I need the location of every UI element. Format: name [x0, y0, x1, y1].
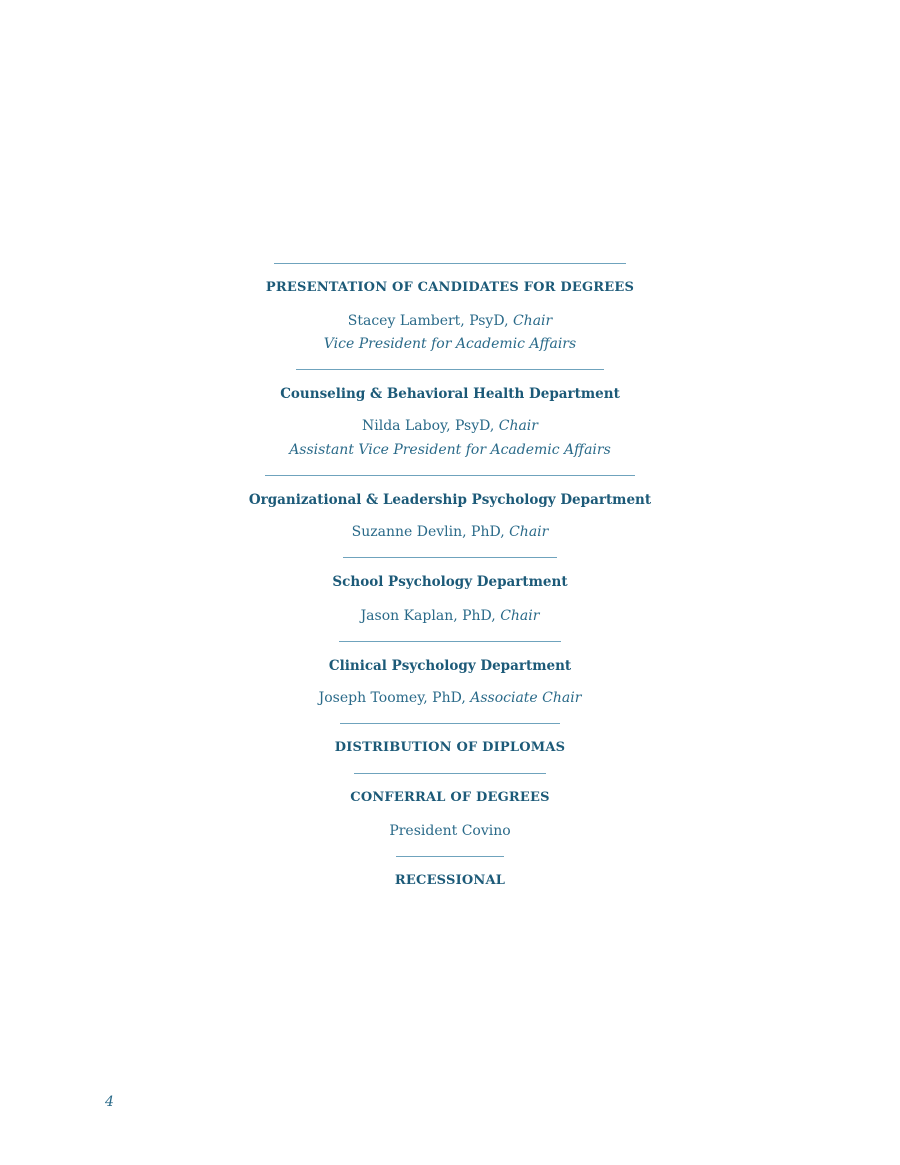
conferral-person: President Covino [389, 823, 511, 839]
section-heading-counseling: Counseling & Behavioral Health Department [280, 386, 620, 402]
section-heading-recessional: RECESSIONAL [394, 873, 506, 888]
presenter-name [0, 313, 900, 329]
school-chair-text: Jason Kaplan, PhD, [360, 608, 501, 624]
section-heading-presentation: PRESENTATION OF CANDIDATES FOR DEGREES [265, 280, 635, 295]
counseling-chair-role: Chair [498, 418, 538, 434]
organizational-chair-text: Suzanne Devlin, PhD, [351, 524, 510, 540]
divider-3 [343, 557, 557, 558]
divider-top [274, 263, 626, 264]
divider-6 [354, 773, 546, 774]
organizational-chair-role: Chair [509, 524, 549, 540]
divider-5 [340, 723, 560, 724]
presenter-name-text: Stacey Lambert, PsyD, [347, 313, 513, 329]
section-heading-school: School Psychology Department [332, 574, 568, 590]
divider-7 [396, 856, 504, 857]
counseling-chair-name [0, 418, 900, 434]
page-number: 4 [105, 1094, 114, 1110]
section-heading-clinical: Clinical Psychology Department [328, 658, 572, 674]
section-heading-conferral: CONFERRAL OF DEGREES [350, 790, 550, 805]
clinical-chair-text: Joseph Toomey, PhD, [318, 690, 471, 706]
school-chair-role: Chair [500, 608, 540, 624]
presenter-title: Vice President for Academic Affairs [323, 336, 577, 352]
divider-1 [296, 369, 604, 370]
presenter-role: Chair [512, 313, 553, 329]
clinical-chair-name [0, 690, 900, 706]
section-heading-distribution: DISTRIBUTION OF DIPLOMAS [334, 740, 566, 755]
divider-4 [339, 641, 561, 642]
section-heading-organizational: Organizational & Leadership Psychology Department [248, 492, 652, 508]
counseling-chair-title: Assistant Vice President for Academic Affairs [289, 442, 611, 458]
divider-2 [265, 475, 635, 476]
counseling-chair-text: Nilda Laboy, PsyD, [362, 418, 499, 434]
clinical-chair-role: Associate Chair [470, 690, 582, 706]
organizational-chair-name [0, 524, 900, 540]
school-chair-name [0, 608, 900, 624]
